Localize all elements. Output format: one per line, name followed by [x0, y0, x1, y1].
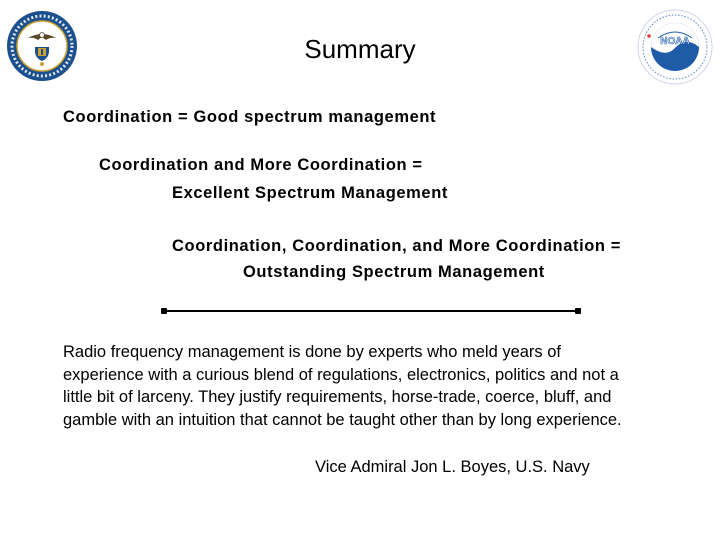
- noaa-logo-text: NOAA: [660, 36, 690, 47]
- divider-endpoint-left: [161, 308, 167, 314]
- quote-paragraph: [63, 341, 683, 431]
- statement-excellent-line-2: Excellent Spectrum Management: [172, 184, 448, 202]
- slide-title: Summary: [304, 34, 416, 64]
- quote-attribution: Vice Admiral Jon L. Boyes, U.S. Navy: [315, 458, 590, 476]
- divider-endpoint-right: [575, 308, 581, 314]
- quote-line: gamble with an intuition that cannot be taught other than by long experience.: [63, 410, 622, 429]
- quote-line: little bit of larceny. They justify requirements, horse-trade, coerce, bluff, and: [63, 388, 612, 406]
- divider-line: [163, 310, 579, 312]
- statement-good: Coordination = Good spectrum management: [63, 108, 437, 126]
- quote-line: experience with a curious blend of regulations, electronics, politics and not a: [63, 365, 619, 384]
- quote-line: Radio frequency management is done by experts who meld years of: [63, 343, 562, 361]
- statement-outstanding-line-1: Coordination, Coordination, and More Coordination =: [172, 237, 622, 255]
- statement-excellent-line-1: Coordination and More Coordination =: [99, 156, 423, 174]
- statement-outstanding-line-2: Outstanding Spectrum Management: [243, 263, 545, 281]
